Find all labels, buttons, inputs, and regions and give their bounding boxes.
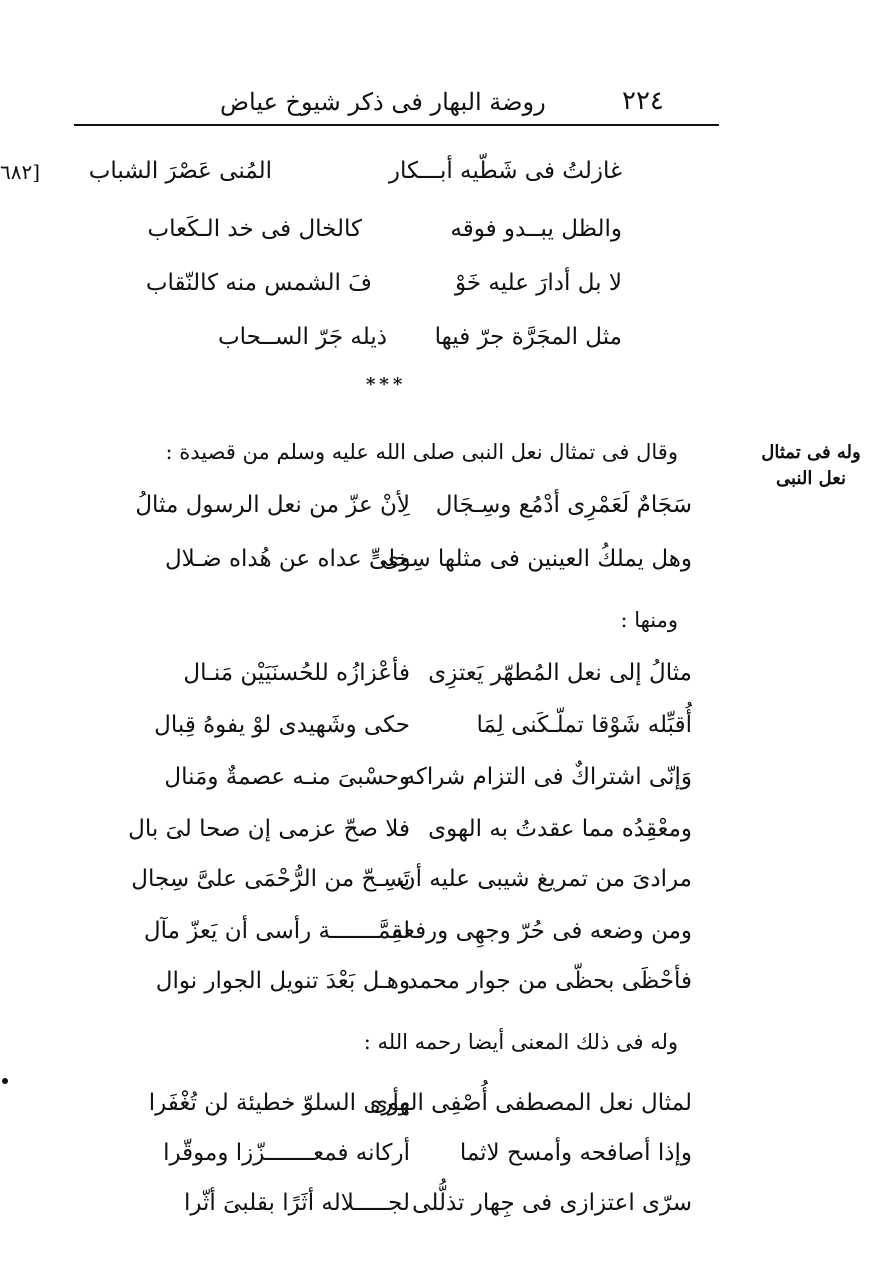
verse-hemistich: فأحْظَى بحظّى من جوار محمد bbox=[407, 968, 692, 994]
verse-hemistich: مرادىَ من تمريغ شيبى عليه أن bbox=[398, 866, 692, 892]
verse-hemistich: حكى وشَهيدى لوْ يفوهُ قِبال bbox=[154, 712, 410, 738]
verse-hemistich: ذيله جَرّ الســحاب bbox=[217, 324, 387, 350]
verse-hemistich: وهل يملكُ العينين فى مثلها سِوى bbox=[381, 546, 692, 572]
verse-hemistich: غازلتُ فى شَطّيه أبـــكار bbox=[388, 158, 622, 184]
verse-hemistich: فلا صحّ عزمى إن صحا لىَ بال bbox=[128, 816, 410, 842]
verse-hemistich: وَإنّى اشتراكٌ فى التزام شراكه bbox=[403, 764, 692, 790]
verse-hemistich: ومعْقِدُه مما عقدتُ به الهوى bbox=[428, 816, 692, 842]
page-number: ٢٢٤ bbox=[622, 86, 664, 116]
verse-hemistich: مثالُ إلى نعل المُطهّر يَعتزِى bbox=[428, 660, 692, 686]
verse-hemistich: فأعْزازُه للحُسنَيَيْن مَنـال bbox=[183, 660, 410, 686]
side-note-line: نعل النبى bbox=[776, 468, 846, 489]
verse-hemistich: لقِمَّـــــــة رأسى أن يَعزّ مآل bbox=[143, 918, 410, 944]
margin-dot bbox=[2, 1078, 8, 1084]
verse-hemistich: كالخال فى خد الـكَعاب bbox=[147, 216, 362, 242]
section-separator: *** bbox=[366, 374, 407, 395]
verse-hemistich: وإذا أصافحه وأمسح لاثما bbox=[459, 1140, 692, 1166]
verse-hemistich: أركانه فمعـــــــزّزا وموقّرا bbox=[163, 1140, 410, 1166]
verse-hemistich: سَجَامٌ لَعَمْرِى أدْمُع وسِـجَال bbox=[435, 492, 692, 518]
margin-page-reference: ٦٨٢] bbox=[0, 160, 41, 184]
verse-hemistich: وهـل بَعْدَ تنويل الجوار نوال bbox=[155, 968, 410, 994]
side-note-line: وله فى تمثال bbox=[761, 442, 861, 463]
verse-hemistich: لا بل أدارَ عليه خَوْ bbox=[454, 270, 622, 296]
verse-hemistich: لِأنْ عزّ من نعل الرسول مثالُ bbox=[135, 492, 410, 518]
verse-hemistich: مثل المجَرَّة جرّ فيها bbox=[434, 324, 622, 350]
side-note bbox=[752, 440, 870, 492]
verse-hemistich: لمثال نعل المصطفى أُصْفِى الهوى bbox=[369, 1090, 692, 1116]
verse-hemistich: ومن وضعه فى حُرّ وجهِى ورفعه bbox=[391, 918, 692, 944]
verse-hemistich: تَسِـحّ من الرُّحْمَى علىَّ سِجال bbox=[131, 866, 410, 892]
verse-hemistich: والظل يبــدو فوقه bbox=[450, 216, 622, 242]
intro-line: وله فى ذلك المعنى أيضا رحمه الله : bbox=[363, 1030, 678, 1054]
running-title: روضة البهار فى ذكر شيوخ عياض bbox=[220, 88, 546, 116]
verse-hemistich: وأرى السلوّ خطيئة لن تُغْفَرا bbox=[148, 1090, 410, 1116]
verse-hemistich: لجـــــلاله أثَرًا بقلبىَ أثّرا bbox=[183, 1190, 410, 1216]
verse-hemistich: أُقبِّله شَوْقا تملّـكَنى لِمَا bbox=[476, 712, 692, 738]
intro-line: ومنها : bbox=[620, 608, 678, 632]
intro-line: وقال فى تمثال نعل النبى صلى الله عليه وسلم من قصيدة : bbox=[165, 440, 678, 464]
verse-hemistich: خلىٍّ عداه عن هُداه ضـلال bbox=[164, 546, 410, 572]
verse-hemistich: المُنى عَصْرَ الشباب bbox=[88, 158, 272, 184]
verse-hemistich: سرّى اعتزازى فى جِهار تذلُّلى bbox=[412, 1190, 692, 1216]
verse-hemistich: فَ الشمس منه كالنّقاب bbox=[145, 270, 372, 296]
header-rule bbox=[74, 124, 719, 126]
verse-hemistich: وحسْبىَ منـه عصمةٌ ومَنال bbox=[164, 764, 410, 790]
